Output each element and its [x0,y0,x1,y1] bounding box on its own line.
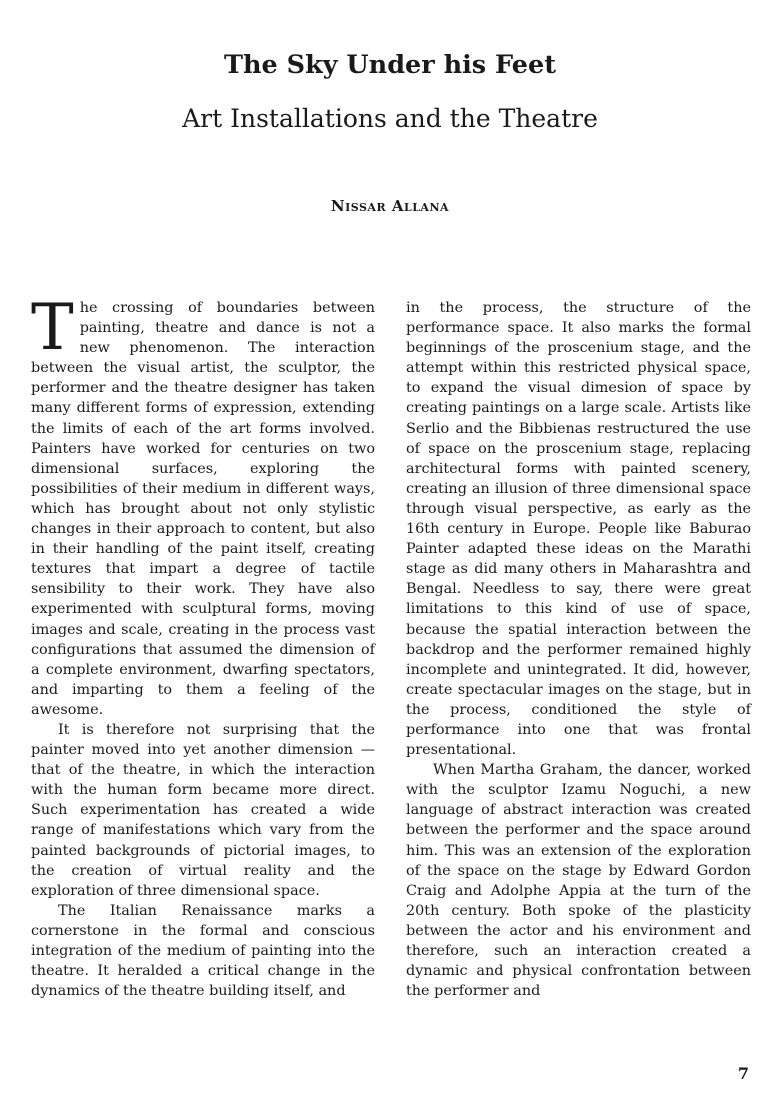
paragraph-2: It is therefore not surprising that the painter moved into yet another dimension — that of the theatre, in which the interaction with the human form became more direct. Such experimentation has created a wide range of manifestations which vary from the painted backgrounds of pictorial images, to the creation of virtual reality and the exploration of three dimensional space. [31,721,375,899]
right-column [406,298,751,1001]
paragraph-1-text: he crossing of boundaries between painting, theatre and dance is not a new phenomenon. The interaction between the visual artist, the sculptor, the performer and the theatre designer has taken many different forms of expression, extending the limits of each of the art forms involved. Painters have worked for centuries on two dimensional surfaces, exploring the possibilities of their medium in different ways, which has brought about not only stylistic changes in their approach to content, but also in their handling of the paint itself, creating textures that impart a degree of tactile sensibility to their work. They have also experimented with sculptural forms, moving images and scale, creating in the process vast configurations that assumed the dimension of a complete environment, dwarfing spectators, and imparting to them a feeling of the awesome. [31,300,375,718]
paragraph-3: The Italian Renaissance marks a cornerstone in the formal and conscious integration of the medium of painting into the theatre. It heralded a critical change in the dynamics of the theatre building itself, and [31,902,375,1000]
paragraph-4: in the process, the structure of the performance space. It also marks the formal beginnings of the proscenium stage, and the attempt within this restricted physical space, to expand the visual dimesion of space by creating paintings on a large scale. Artists like Serlio and the Bibbienas restructured the use of space on the proscenium stage, replacing architectural forms with painted scenery, creating an illusion of three dimensional space through visual perspective, as early as the 16th century in Europe. People like Baburao Painter adapted these ideas on the Marathi stage as did many others in Maharashtra and Bengal. Needless to say, there were great limitations to this kind of use of space, because the spatial interaction between the backdrop and the performer remained highly incomplete and unintegrated. It did, however, create spectacular images on the stage, but in the process, conditioned the style of performance into one that was frontal presentational. [406,300,751,759]
drop-cap: T [31,291,74,365]
page-number: 7 [737,1064,749,1083]
author-byline [0,197,780,215]
author-name: Nissar Allana [330,197,450,215]
left-column [31,291,375,1001]
paragraph-5: When Martha Graham, the dancer, worked with the sculptor Izamu Noguchi, a new language of abstract interaction was created between the performer and the space around him. This was an extension of the exploration of the space on the stage by Edward Gordon Craig and Adolphe Appia at the turn of the 20th century. Both spoke of the plasticity between the actor and his environment and therefore, such an interaction created a dynamic and physical confrontation between the performer and [406,762,751,1000]
paragraph-1 [31,291,375,720]
article-subtitle: Art Installations and the Theatre [182,104,598,133]
article-title: The Sky Under his Feet [224,50,556,80]
